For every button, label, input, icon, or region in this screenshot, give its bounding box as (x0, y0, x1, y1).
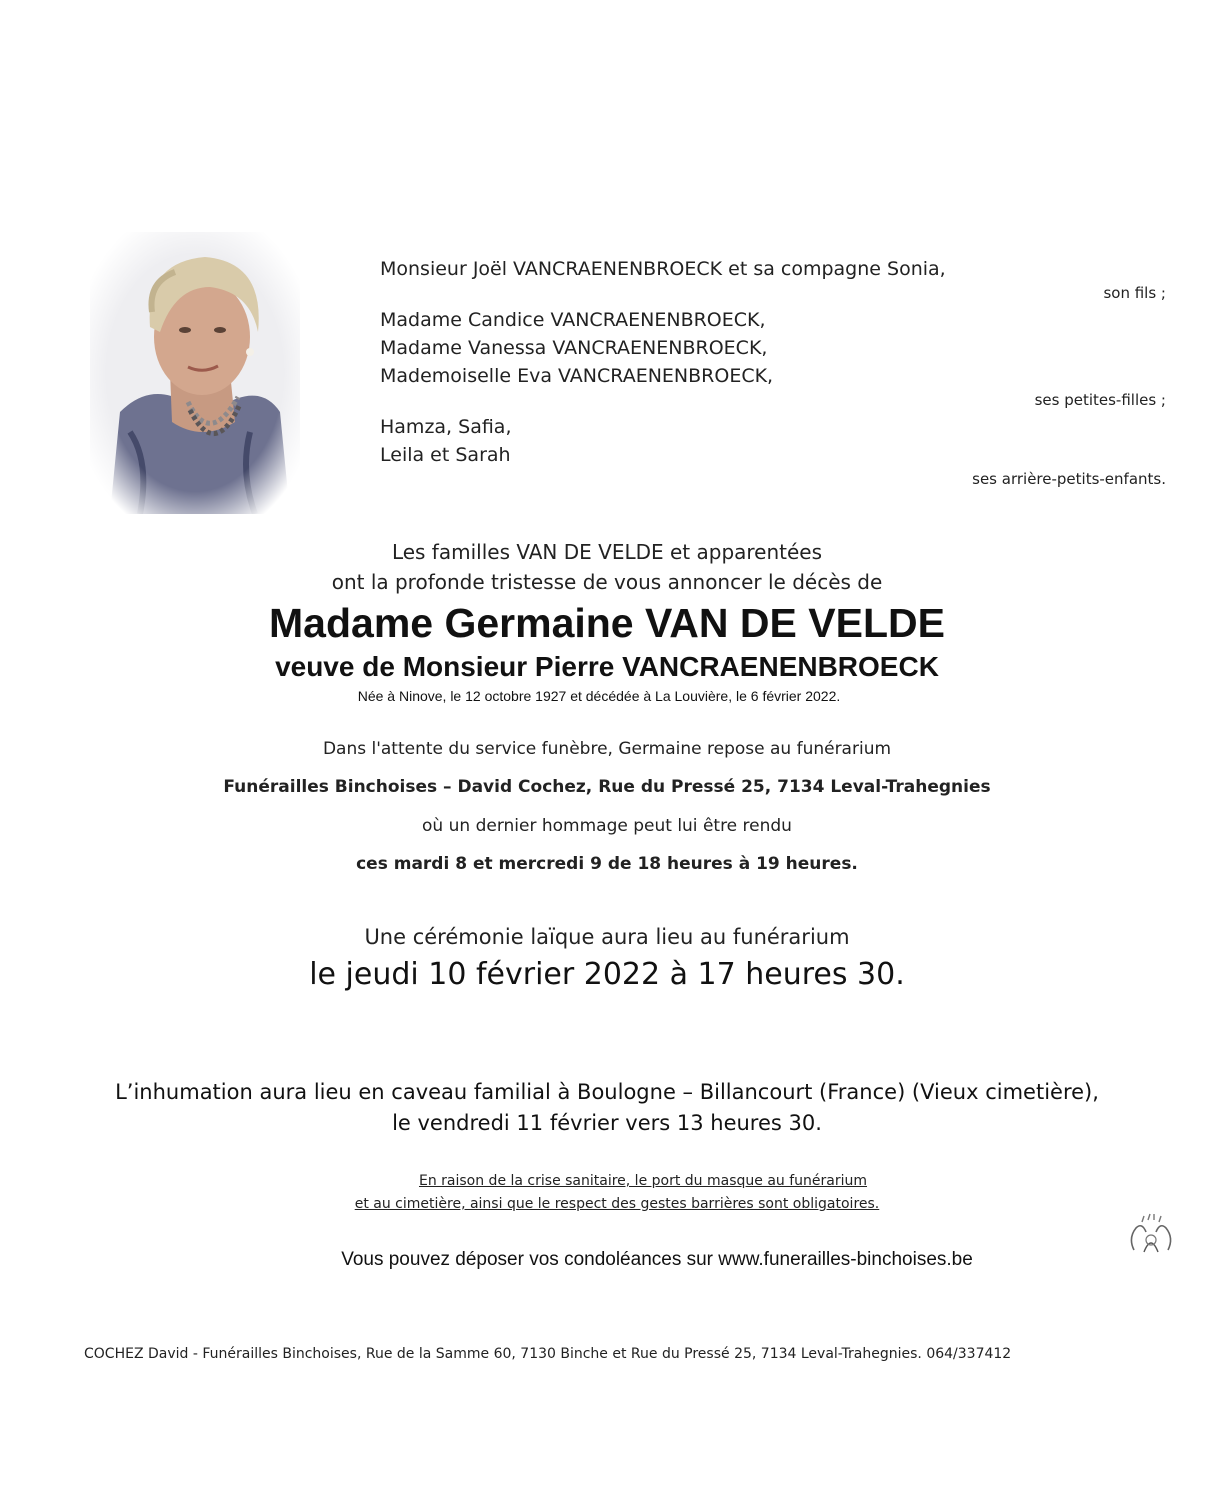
announcement-line-1: Les familles VAN DE VELDE et apparentées (391, 540, 823, 564)
granddaughters-relation: ses petites-filles ; (1034, 391, 1166, 409)
great-grandchild-line: Hamza, Safia, (380, 416, 512, 438)
sanitary-notice-line-2: et au cimetière, ainsi que le respect des gestes barrières sont obligatoires. (354, 1196, 880, 1212)
visitation-schedule: ces mardi 8 et mercredi 9 de 18 heures à 19 heures. (356, 854, 858, 874)
ceremony-date: le jeudi 10 février 2022 à 17 heures 30. (309, 957, 905, 992)
footer-contact: COCHEZ David - Funérailles Binchoises, Rue de la Samme 60, 7130 Binche et Rue du Pressé 25, 7134 Leval-Trahegnies. 064/337412 (84, 1346, 1012, 1362)
portrait-photo (90, 232, 300, 514)
visitation-line-1: Dans l'attente du service funèbre, Germaine repose au funérarium (322, 739, 892, 759)
son-relation: son fils ; (1103, 284, 1166, 302)
condolences-link[interactable]: Vous pouvez déposer vos condoléances sur www.funerailles-binchoises.be (341, 1249, 973, 1270)
granddaughter-line: Madame Candice VANCRAENENBROECK, (380, 309, 766, 331)
granddaughter-line: Madame Vanessa VANCRAENENBROECK, (380, 337, 768, 359)
sanitary-notice-line-1: En raison de la crise sanitaire, le port du masque au funérarium (418, 1173, 868, 1189)
burial-line-1: L’inhumation aura lieu en caveau familial à Boulogne – Billancourt (France) (Vieux cimetière), (115, 1080, 1099, 1104)
spouse-line: veuve de Monsieur Pierre VANCRAENENBROECK (275, 651, 939, 682)
granddaughter-line: Mademoiselle Eva VANCRAENENBROECK, (380, 365, 774, 387)
visitation-line-3: où un dernier hommage peut lui être rendu (422, 816, 792, 836)
funeral-home-location: Funérailles Binchoises – David Cochez, Rue du Pressé 25, 7134 Leval-Trahegnies (223, 777, 991, 797)
birth-death-dates: Née à Ninove, le 12 octobre 1927 et décédée à La Louvière, le 6 février 2022. (357, 688, 841, 704)
announcement-line-2: ont la profonde tristesse de vous annoncer le décès de (331, 570, 883, 594)
son-line: Monsieur Joël VANCRAENENBROECK et sa compagne Sonia, (380, 258, 946, 280)
burial-line-2: le vendredi 11 février vers 13 heures 30. (392, 1111, 822, 1135)
great-grandchildren-relation: ses arrière-petits-enfants. (972, 470, 1166, 488)
ceremony-line: Une cérémonie laïque aura lieu au funérarium (364, 925, 850, 949)
great-grandchild-line: Leila et Sarah (380, 444, 511, 466)
deceased-name: Madame Germaine VAN DE VELDE (269, 600, 945, 646)
